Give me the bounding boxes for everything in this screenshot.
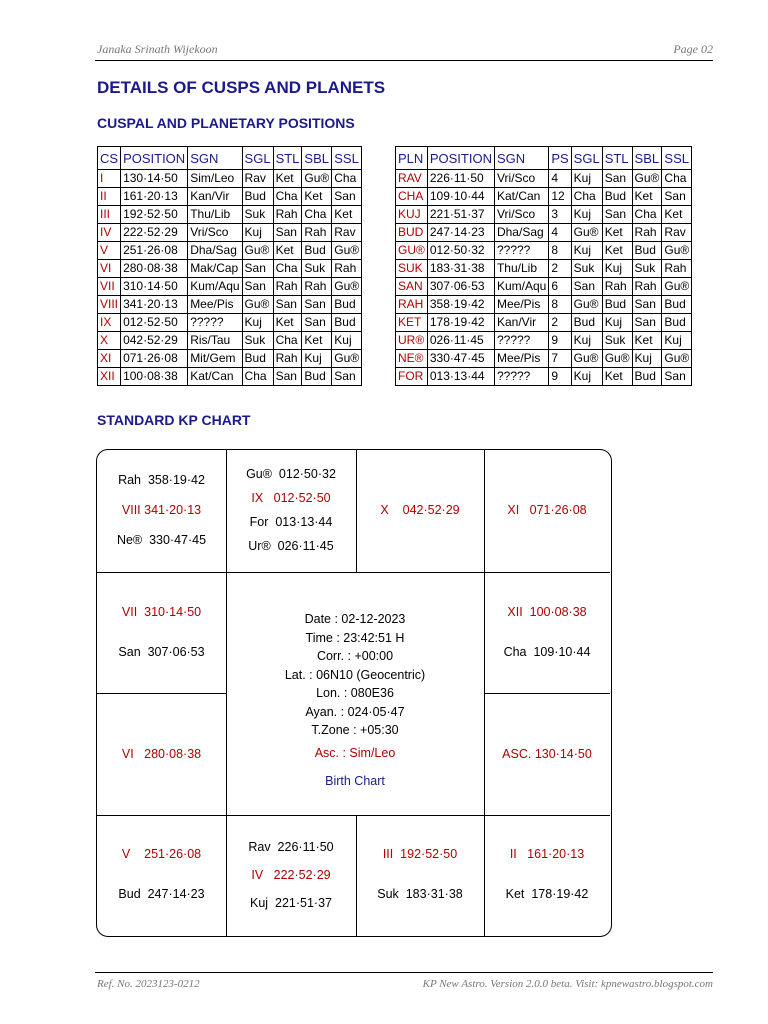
planet-cell: ?????	[494, 332, 548, 350]
cell-entry: V 251·26·08	[121, 847, 202, 861]
planet-cell: Kuj	[571, 206, 602, 224]
cell-entry: Bud 247·14·23	[118, 887, 205, 901]
house-cell-aquarius	[97, 600, 226, 664]
cusp-row	[98, 368, 362, 386]
planet-cell: UR®	[396, 332, 428, 350]
house-cell-taurus	[356, 498, 484, 522]
planet-cell: Kuj	[632, 350, 662, 368]
house-cell-sagittarius	[97, 842, 226, 906]
cusp-cell: Rah	[302, 224, 332, 242]
cusp-cell: San	[273, 296, 302, 314]
cusp-cell: Ket	[302, 188, 332, 206]
cusp-cell: Suk	[242, 332, 273, 350]
cusp-cell: Gu®	[332, 350, 362, 368]
cusp-cell: 280·08·38	[121, 260, 188, 278]
cusp-row	[98, 296, 362, 314]
cusp-cell: Cha	[273, 260, 302, 278]
house-cell-virgo	[484, 842, 610, 906]
planet-cell: Kat/Can	[494, 188, 548, 206]
cusp-cell: Suk	[302, 260, 332, 278]
cusp-cell: 130·14·50	[121, 170, 188, 188]
planet-cell: Ket	[602, 224, 632, 242]
cusp-cell: IV	[98, 224, 121, 242]
cusp-cell: 341·20·13	[121, 296, 188, 314]
house-cell-libra	[356, 842, 484, 906]
planet-cell: Bud	[632, 242, 662, 260]
author-name: Janaka Srinath Wijekoon	[97, 42, 218, 56]
planet-cell: Dha/Sag	[494, 224, 548, 242]
cusp-cell: Kuj	[242, 314, 273, 332]
planet-cell: Rah	[602, 278, 632, 296]
cusp-cell: Rah	[302, 278, 332, 296]
planet-cell: Bud	[632, 368, 662, 386]
cusp-row	[98, 242, 362, 260]
planet-cell: San	[632, 296, 662, 314]
cusp-cell: San	[332, 368, 362, 386]
cell-entry: Rah 358·19·42	[118, 473, 205, 487]
house-cell-gemini	[484, 498, 610, 522]
planet-cell: 12	[549, 188, 571, 206]
planet-cell: 178·19·42	[427, 314, 494, 332]
cusp-cell: Mee/Pis	[188, 296, 242, 314]
planet-cell: Ket	[632, 332, 662, 350]
cell-entry: San 307·06·53	[118, 645, 205, 659]
ayanamsa: Ayan. : 024·05·47	[305, 704, 405, 719]
planet-cell: Mee/Pis	[494, 350, 548, 368]
version-text: KP New Astro. Version 2.0.0 beta. Visit: kpnewastro.blogspot.com	[422, 978, 713, 990]
planet-cell: KET	[396, 314, 428, 332]
planet-cell: 307·06·53	[427, 278, 494, 296]
planet-cell: 2	[549, 260, 571, 278]
cusp-row	[98, 224, 362, 242]
planet-cell: San	[632, 314, 662, 332]
cusp-cell: Rah	[332, 260, 362, 278]
planet-cell: San	[662, 188, 692, 206]
cusp-cell: Thu/Lib	[188, 206, 242, 224]
cell-entry: Ur® 026·11·45	[248, 539, 334, 553]
cell-entry: ASC. 130·14·50	[502, 747, 592, 761]
planet-cell: KUJ	[396, 206, 428, 224]
planet-cell: San	[571, 278, 602, 296]
section-title-chart: STANDARD KP CHART	[97, 412, 251, 428]
cell-entry: II 161·20·13	[509, 847, 585, 861]
cusp-cell: Sim/Leo	[188, 170, 242, 188]
cell-entry: Gu® 012·50·32	[246, 467, 336, 481]
planet-col-header: SBL	[632, 147, 662, 170]
planet-cell: San	[662, 368, 692, 386]
planet-col-header: SGL	[571, 147, 602, 170]
reference-number: Ref. No. 2023123-0212	[97, 978, 200, 990]
planet-cell: ?????	[494, 242, 548, 260]
planet-cell: 3	[549, 206, 571, 224]
planet-cell: Bud	[571, 314, 602, 332]
cusp-cell: Cha	[242, 368, 273, 386]
cusp-cell: Rav	[332, 224, 362, 242]
planet-cell: FOR	[396, 368, 428, 386]
planet-cell: Gu®	[571, 350, 602, 368]
planet-row	[396, 242, 692, 260]
cusp-col-header: SBL	[302, 147, 332, 170]
planet-cell: NE®	[396, 350, 428, 368]
planet-col-header: POSITION	[427, 147, 494, 170]
cusp-cell: San	[332, 188, 362, 206]
cusp-cell: Kat/Can	[188, 368, 242, 386]
planet-cell: 012·50·32	[427, 242, 494, 260]
cusp-cell: San	[242, 278, 273, 296]
planet-col-header: SSL	[662, 147, 692, 170]
planet-cell: 9	[549, 368, 571, 386]
planet-cell: GU®	[396, 242, 428, 260]
planet-cell: Gu®	[662, 242, 692, 260]
planet-cell: Mee/Pis	[494, 296, 548, 314]
planet-cell: 330·47·45	[427, 350, 494, 368]
cusp-cell: IX	[98, 314, 121, 332]
cusp-cell: Ket	[273, 242, 302, 260]
cusp-cell: ?????	[188, 314, 242, 332]
planet-cell: San	[602, 206, 632, 224]
planet-cell: Bud	[662, 296, 692, 314]
planet-row	[396, 188, 692, 206]
planet-cell: Ket	[632, 188, 662, 206]
cusp-cell: 251·26·08	[121, 242, 188, 260]
cusp-cell: X	[98, 332, 121, 350]
planet-cell: San	[602, 170, 632, 188]
cusp-cell: Bud	[242, 188, 273, 206]
cusp-cell: Mit/Gem	[188, 350, 242, 368]
ascendant-sign: Asc. : Sim/Leo	[314, 745, 396, 760]
cusp-row	[98, 170, 362, 188]
cell-entry: For 013·13·44	[249, 515, 333, 529]
cell-entry: IV 222·52·29	[251, 868, 331, 882]
planet-col-header: STL	[602, 147, 632, 170]
cusp-cell: XI	[98, 350, 121, 368]
cusp-cell: V	[98, 242, 121, 260]
cusp-cell: Kuj	[242, 224, 273, 242]
planet-cell: ?????	[494, 368, 548, 386]
cusp-row	[98, 350, 362, 368]
cusp-cell: Suk	[242, 206, 273, 224]
planet-cell: Rah	[662, 260, 692, 278]
cusp-cell: Cha	[273, 332, 302, 350]
cusp-cell: Cha	[273, 188, 302, 206]
birth-time: Time : 23:42:51 H	[305, 630, 405, 645]
cusp-cell: Bud	[332, 296, 362, 314]
planet-cell: Gu®	[662, 278, 692, 296]
cusp-col-header: SGN	[188, 147, 242, 170]
birth-date: Date : 02-12-2023	[304, 612, 406, 626]
cell-entry: VI 280·08·38	[121, 747, 202, 761]
cusp-cell: Bud	[302, 242, 332, 260]
longitude: Lon. : 080E36	[316, 686, 394, 700]
cusp-cell: Cha	[332, 170, 362, 188]
cusp-cell: Kuj	[332, 332, 362, 350]
planet-cell: Rah	[632, 278, 662, 296]
cusp-row	[98, 260, 362, 278]
house-cell-pisces	[97, 468, 226, 552]
planet-cell: Ket	[602, 368, 632, 386]
planet-cell: Suk	[632, 260, 662, 278]
planet-cell: SUK	[396, 260, 428, 278]
cusp-cell: Gu®	[302, 170, 332, 188]
cusp-cell: Bud	[332, 314, 362, 332]
planet-cell: 4	[549, 170, 571, 188]
planet-row	[396, 296, 692, 314]
cusp-row	[98, 188, 362, 206]
planet-row	[396, 278, 692, 296]
cusp-cell: 042·52·29	[121, 332, 188, 350]
cusp-cell: Ris/Tau	[188, 332, 242, 350]
cusp-cell: Ket	[302, 332, 332, 350]
cusp-cell: 071·26·08	[121, 350, 188, 368]
cusp-cell: 012·52·50	[121, 314, 188, 332]
planet-row	[396, 260, 692, 278]
planet-row	[396, 350, 692, 368]
cusp-row	[98, 206, 362, 224]
cusp-col-header: SGL	[242, 147, 273, 170]
planet-cell: RAV	[396, 170, 428, 188]
planet-cell: Vri/Sco	[494, 170, 548, 188]
planet-cell: 013·13·44	[427, 368, 494, 386]
planet-cell: Kuj	[602, 314, 632, 332]
planet-cell: 183·31·38	[427, 260, 494, 278]
planet-cell: Kuj	[662, 332, 692, 350]
planet-cell: Ket	[662, 206, 692, 224]
cusp-cell: Dha/Sag	[188, 242, 242, 260]
grid-line	[97, 693, 226, 694]
cusp-cell: Bud	[302, 368, 332, 386]
planet-cell: BUD	[396, 224, 428, 242]
planet-col-header: PLN	[396, 147, 428, 170]
page-number: Page 02	[673, 42, 713, 56]
planet-cell: Gu®	[632, 170, 662, 188]
cell-entry: XII 100·08·38	[507, 605, 587, 619]
planet-cell: Cha	[632, 206, 662, 224]
planet-table	[395, 146, 692, 386]
cusp-cell: San	[273, 224, 302, 242]
planet-cell: 8	[549, 296, 571, 314]
cell-entry: IX 012·52·50	[251, 491, 331, 505]
grid-line	[97, 815, 610, 816]
house-cell-scorpio	[226, 833, 356, 917]
cusp-cell: Rah	[273, 350, 302, 368]
cusp-cell: Gu®	[332, 242, 362, 260]
planet-cell: CHA	[396, 188, 428, 206]
cusp-col-header: STL	[273, 147, 302, 170]
cusp-cell: Ket	[273, 314, 302, 332]
cell-entry: X 042·52·29	[380, 503, 460, 517]
cell-entry: Ket 178·19·42	[505, 887, 589, 901]
cusp-row	[98, 332, 362, 350]
planet-cell: 2	[549, 314, 571, 332]
grid-line	[97, 572, 610, 573]
cell-entry: Rav 226·11·50	[248, 840, 334, 854]
cusp-cell: Rav	[242, 170, 273, 188]
cell-entry: Suk 183·31·38	[377, 887, 463, 901]
planet-cell: Cha	[662, 170, 692, 188]
chart-center-info	[226, 610, 484, 791]
cusp-cell: Gu®	[242, 296, 273, 314]
cusp-col-header: CS	[98, 147, 121, 170]
planet-row	[396, 224, 692, 242]
house-cell-cancer	[484, 600, 610, 664]
planet-cell: 6	[549, 278, 571, 296]
cell-entry: III 192·52·50	[382, 847, 458, 861]
planet-cell: 4	[549, 224, 571, 242]
planet-cell: 109·10·44	[427, 188, 494, 206]
cell-entry: XI 071·26·08	[507, 503, 587, 517]
cell-entry: VII 310·14·50	[121, 605, 202, 619]
cusp-cell: San	[302, 314, 332, 332]
section-title-positions: CUSPAL AND PLANETARY POSITIONS	[97, 115, 355, 131]
cusp-cell: 161·20·13	[121, 188, 188, 206]
cusp-cell: XII	[98, 368, 121, 386]
chart-label: Birth Chart	[325, 774, 385, 788]
planet-cell: 8	[549, 242, 571, 260]
planet-cell: 358·19·42	[427, 296, 494, 314]
planet-cell: Thu/Lib	[494, 260, 548, 278]
planet-cell: Kum/Aqu	[494, 278, 548, 296]
cusp-cell: III	[98, 206, 121, 224]
planet-cell: Kan/Vir	[494, 314, 548, 332]
cusp-cell: Rah	[273, 206, 302, 224]
planet-col-header: PS	[549, 147, 571, 170]
cusp-cell: Gu®	[242, 242, 273, 260]
cusp-cell: San	[242, 260, 273, 278]
planet-cell: Bud	[662, 314, 692, 332]
planet-row	[396, 314, 692, 332]
cusp-cell: VII	[98, 278, 121, 296]
planet-cell: Gu®	[662, 350, 692, 368]
planet-cell: 9	[549, 332, 571, 350]
house-cell-aries	[226, 462, 356, 558]
grid-line	[484, 693, 610, 694]
cusp-cell: 222·52·29	[121, 224, 188, 242]
cusp-cell: Mak/Cap	[188, 260, 242, 278]
planet-cell: Ket	[602, 242, 632, 260]
cell-entry: Cha 109·10·44	[503, 645, 591, 659]
planet-cell: Rav	[662, 224, 692, 242]
planet-cell: Gu®	[602, 350, 632, 368]
planet-row	[396, 332, 692, 350]
time-zone: T.Zone : +05:30	[311, 723, 399, 737]
cusp-cell: Ket	[332, 206, 362, 224]
cusp-cell: San	[302, 296, 332, 314]
planet-cell: RAH	[396, 296, 428, 314]
cusp-cell: Gu®	[332, 278, 362, 296]
planet-cell: Suk	[602, 332, 632, 350]
cusp-cell: Cha	[302, 206, 332, 224]
cusp-cell: Rah	[273, 278, 302, 296]
planet-cell: 026·11·45	[427, 332, 494, 350]
latitude: Lat. : 06N10 (Geocentric)	[284, 667, 426, 682]
planet-cell: Rah	[632, 224, 662, 242]
page-title: DETAILS OF CUSPS AND PLANETS	[97, 78, 386, 97]
planet-row	[396, 170, 692, 188]
footer-divider	[95, 972, 713, 973]
cusp-cell: Bud	[242, 350, 273, 368]
planet-cell: Gu®	[571, 224, 602, 242]
cusp-cell: Ket	[273, 170, 302, 188]
house-cell-capricorn	[97, 742, 226, 766]
planet-cell: Vri/Sco	[494, 206, 548, 224]
planet-col-header: SGN	[494, 147, 548, 170]
cusp-cell: VI	[98, 260, 121, 278]
planet-cell: Bud	[602, 296, 632, 314]
cusp-cell: VIII	[98, 296, 121, 314]
cusp-cell: Kan/Vir	[188, 188, 242, 206]
planet-cell: Bud	[602, 188, 632, 206]
planet-cell: Cha	[571, 188, 602, 206]
cusp-cell: Kuj	[302, 350, 332, 368]
planet-cell: Kuj	[602, 260, 632, 278]
cusp-cell: 310·14·50	[121, 278, 188, 296]
planet-cell: Gu®	[571, 296, 602, 314]
cusp-table	[97, 146, 362, 386]
cusp-cell: I	[98, 170, 121, 188]
planet-cell: Kuj	[571, 170, 602, 188]
header-divider	[95, 60, 713, 61]
cusp-row	[98, 278, 362, 296]
cell-entry: Kuj 221·51·37	[249, 896, 332, 910]
planet-cell: Kuj	[571, 332, 602, 350]
planet-cell: SAN	[396, 278, 428, 296]
planet-cell: 247·14·23	[427, 224, 494, 242]
cusp-cell: II	[98, 188, 121, 206]
cusp-cell: 192·52·50	[121, 206, 188, 224]
planet-cell: Kuj	[571, 242, 602, 260]
planet-cell: Suk	[571, 260, 602, 278]
planet-cell: 7	[549, 350, 571, 368]
cusp-cell: 100·08·38	[121, 368, 188, 386]
planet-cell: 226·11·50	[427, 170, 494, 188]
planet-cell: Kuj	[571, 368, 602, 386]
time-correction: Corr. : +00:00	[316, 649, 394, 663]
cusp-col-header: SSL	[332, 147, 362, 170]
cusp-cell: Vri/Sco	[188, 224, 242, 242]
kp-chart	[96, 449, 612, 937]
cell-entry: Ne® 330·47·45	[116, 533, 207, 547]
cusp-row	[98, 314, 362, 332]
cusp-cell: Kum/Aqu	[188, 278, 242, 296]
cusp-col-header: POSITION	[121, 147, 188, 170]
planet-row	[396, 206, 692, 224]
cell-entry: VIII 341·20·13	[121, 503, 202, 517]
planet-row	[396, 368, 692, 386]
house-cell-leo	[484, 742, 610, 766]
planet-cell: 221·51·37	[427, 206, 494, 224]
cusp-cell: San	[273, 368, 302, 386]
